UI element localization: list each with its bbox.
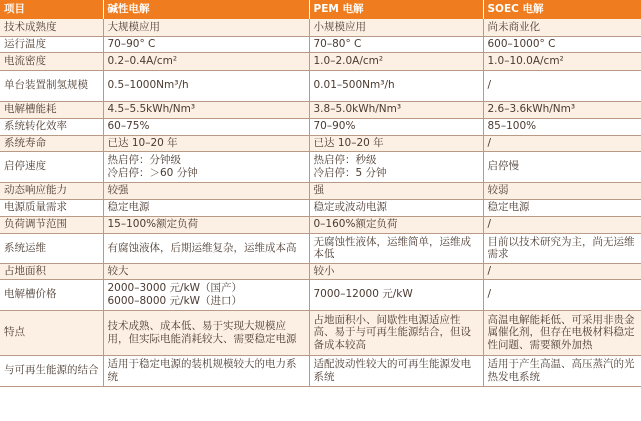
table-cell: 0.01–500Nm³/h <box>309 70 483 101</box>
table-row <box>0 118 641 135</box>
table-row <box>0 310 641 355</box>
table-cell: / <box>483 135 641 151</box>
table-cell: 小规模应用 <box>309 19 483 36</box>
table-row <box>0 19 641 36</box>
table-cell: 尚未商业化 <box>483 19 641 36</box>
table-cell: 启停慢 <box>483 151 641 182</box>
table-cell: 0.5–1000Nm³/h <box>103 70 309 101</box>
table-cell: 2000–3000 元/kW（国产） 6000–8000 元/kW（进口） <box>103 279 309 310</box>
row-label-cell: 启停速度 <box>0 151 103 182</box>
table-cell: 2.6–3.6kWh/Nm³ <box>483 101 641 118</box>
table-body <box>0 19 641 386</box>
table-cell: / <box>483 263 641 279</box>
table-row <box>0 263 641 279</box>
table-cell: 0.2–0.4A/cm² <box>103 52 309 70</box>
table-cell: / <box>483 216 641 233</box>
table-cell: 70–90% <box>309 118 483 135</box>
table-cell: 适用于稳定电源的装机规模较大的电力系统 <box>103 355 309 386</box>
table-cell: 1.0–10.0A/cm² <box>483 52 641 70</box>
table-cell: 适用于产生高温、高压蒸汽的光热发电系统 <box>483 355 641 386</box>
table-row <box>0 151 641 182</box>
table-cell: 3.8–5.0kWh/Nm³ <box>309 101 483 118</box>
row-label-cell: 运行温度 <box>0 36 103 52</box>
row-label-cell: 技术成熟度 <box>0 19 103 36</box>
table-cell: 适配波动性较大的可再生能源发电系统 <box>309 355 483 386</box>
table-cell: 15–100%额定负荷 <box>103 216 309 233</box>
table-row <box>0 199 641 216</box>
table-cell: 目前以技术研究为主，尚无运维需求 <box>483 233 641 263</box>
table-cell: 85–100% <box>483 118 641 135</box>
table-cell: 60–75% <box>103 118 309 135</box>
table-cell: / <box>483 279 641 310</box>
row-label-cell: 电解槽价格 <box>0 279 103 310</box>
header-soec: SOEC 电解 <box>483 0 641 19</box>
table-row <box>0 52 641 70</box>
header-alkaline: 碱性电解 <box>103 0 309 19</box>
row-label-cell: 系统运维 <box>0 233 103 263</box>
table-row <box>0 36 641 52</box>
table-row <box>0 279 641 310</box>
row-label-cell: 电流密度 <box>0 52 103 70</box>
row-label-cell: 系统寿命 <box>0 135 103 151</box>
table-cell: 70–90° C <box>103 36 309 52</box>
table-cell: 4.5–5.5kWh/Nm³ <box>103 101 309 118</box>
table-cell: 7000–12000 元/kW <box>309 279 483 310</box>
table-row <box>0 70 641 101</box>
table-cell: 有腐蚀液体，后期运维复杂，运维成本高 <box>103 233 309 263</box>
row-label-cell: 单台装置制氢规模 <box>0 70 103 101</box>
row-label-cell: 与可再生能源的结合 <box>0 355 103 386</box>
table-cell: 技术成熟、成本低、易于实现大规模应用，但实际电能消耗较大、需要稳定电源 <box>103 310 309 355</box>
row-label-cell: 系统转化效率 <box>0 118 103 135</box>
table-cell: 热启停：分钟级 冷启停：＞60 分钟 <box>103 151 309 182</box>
table-cell: 较强 <box>103 182 309 199</box>
table-cell: 高温电解能耗低、可采用非贵金属催化剂，但存在电极材料稳定性问题、需要额外加热 <box>483 310 641 355</box>
table-cell: 已达 10–20 年 <box>309 135 483 151</box>
table-cell: 强 <box>309 182 483 199</box>
row-label-cell: 负荷调节范围 <box>0 216 103 233</box>
row-label-cell: 动态响应能力 <box>0 182 103 199</box>
table-cell: 大规模应用 <box>103 19 309 36</box>
table-cell: 无腐蚀性液体，运维简单，运维成本低 <box>309 233 483 263</box>
table-cell: 较小 <box>309 263 483 279</box>
table-cell: 600–1000° C <box>483 36 641 52</box>
table-cell: 稳定电源 <box>483 199 641 216</box>
table-row <box>0 135 641 151</box>
header-pem: PEM 电解 <box>309 0 483 19</box>
row-label-cell: 占地面积 <box>0 263 103 279</box>
table-cell: 热启停：秒级 冷启停：5 分钟 <box>309 151 483 182</box>
table-cell: 占地面积小、间歇性电源适应性高、易于与可再生能源结合，但设备成本较高 <box>309 310 483 355</box>
table-row <box>0 216 641 233</box>
table-row <box>0 355 641 386</box>
table-cell: 0–160%额定负荷 <box>309 216 483 233</box>
table-row <box>0 233 641 263</box>
table-cell: 已达 10–20 年 <box>103 135 309 151</box>
table-cell: 1.0–2.0A/cm² <box>309 52 483 70</box>
row-label-cell: 电源质量需求 <box>0 199 103 216</box>
table-cell: / <box>483 70 641 101</box>
table-cell: 稳定或波动电源 <box>309 199 483 216</box>
table-cell: 70–80° C <box>309 36 483 52</box>
table-cell: 稳定电源 <box>103 199 309 216</box>
table-cell: 较弱 <box>483 182 641 199</box>
table-row <box>0 182 641 199</box>
table-cell: 较大 <box>103 263 309 279</box>
row-label-cell: 电解槽能耗 <box>0 101 103 118</box>
header-item: 项目 <box>0 0 103 19</box>
table-row <box>0 101 641 118</box>
table-header-row <box>0 0 641 19</box>
row-label-cell: 特点 <box>0 310 103 355</box>
